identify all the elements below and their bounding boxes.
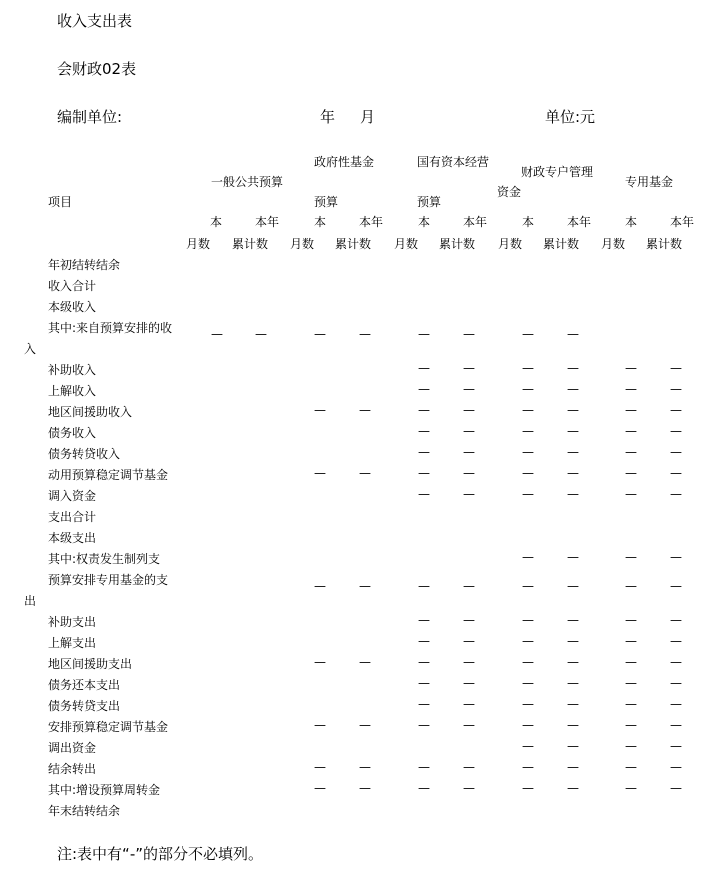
row-label: 调入资金	[48, 489, 97, 503]
subheader-month-top: 本	[418, 215, 431, 229]
not-applicable-dash: —	[567, 327, 579, 341]
row-label: 债务转贷收入	[48, 447, 121, 461]
not-applicable-dash: —	[463, 697, 475, 711]
not-applicable-dash: —	[625, 445, 637, 459]
not-applicable-dash: —	[625, 466, 637, 480]
row-label: 地区间援助支出	[48, 657, 133, 671]
not-applicable-dash: —	[567, 655, 579, 669]
not-applicable-dash: —	[567, 718, 579, 732]
row-label: 债务收入	[48, 426, 97, 440]
not-applicable-dash: —	[670, 739, 682, 753]
not-applicable-dash: —	[567, 382, 579, 396]
not-applicable-dash: —	[625, 487, 637, 501]
not-applicable-dash: —	[670, 361, 682, 375]
not-applicable-dash: —	[567, 739, 579, 753]
not-applicable-dash: —	[359, 466, 371, 480]
not-applicable-dash: —	[625, 613, 637, 627]
not-applicable-dash: —	[625, 718, 637, 732]
row-label: 其中:权责发生制列支	[48, 552, 161, 566]
not-applicable-dash: —	[567, 579, 579, 593]
not-applicable-dash: —	[670, 424, 682, 438]
not-applicable-dash: —	[314, 579, 326, 593]
not-applicable-dash: —	[418, 718, 430, 732]
subheader-year-bottom: 累计数	[646, 237, 683, 251]
not-applicable-dash: —	[670, 718, 682, 732]
row-label: 预算安排专用基金的支	[48, 573, 169, 587]
not-applicable-dash: —	[463, 327, 475, 341]
not-applicable-dash: —	[463, 760, 475, 774]
not-applicable-dash: —	[359, 718, 371, 732]
not-applicable-dash: —	[670, 781, 682, 795]
not-applicable-dash: —	[670, 487, 682, 501]
not-applicable-dash: —	[418, 613, 430, 627]
not-applicable-dash: —	[567, 466, 579, 480]
group-header-special-account-line2: 资金	[497, 185, 522, 199]
not-applicable-dash: —	[522, 382, 534, 396]
not-applicable-dash: —	[625, 634, 637, 648]
not-applicable-dash: —	[625, 424, 637, 438]
row-label: 动用预算稳定调节基金	[48, 468, 169, 482]
row-label: 上解收入	[48, 384, 97, 398]
not-applicable-dash: —	[670, 760, 682, 774]
not-applicable-dash: —	[567, 445, 579, 459]
subheader-year-top: 本年	[255, 215, 280, 229]
subheader-month-top: 本	[522, 215, 535, 229]
not-applicable-dash: —	[625, 550, 637, 564]
row-label: 其中:来自预算安排的收	[48, 321, 173, 335]
not-applicable-dash: —	[359, 781, 371, 795]
report-title: 收入支出表	[57, 12, 133, 30]
not-applicable-dash: —	[359, 760, 371, 774]
not-applicable-dash: —	[314, 403, 326, 417]
not-applicable-dash: —	[463, 403, 475, 417]
subheader-year-top: 本年	[670, 215, 695, 229]
group-header-general-budget: 一般公共预算	[211, 175, 284, 189]
not-applicable-dash: —	[463, 445, 475, 459]
subheader-year-bottom: 累计数	[543, 237, 580, 251]
not-applicable-dash: —	[418, 466, 430, 480]
subheader-year-top: 本年	[359, 215, 384, 229]
not-applicable-dash: —	[670, 697, 682, 711]
not-applicable-dash: —	[418, 634, 430, 648]
not-applicable-dash: —	[463, 487, 475, 501]
not-applicable-dash: —	[418, 382, 430, 396]
not-applicable-dash: —	[522, 760, 534, 774]
subheader-month-top: 本	[314, 215, 327, 229]
not-applicable-dash: —	[670, 550, 682, 564]
not-applicable-dash: —	[463, 781, 475, 795]
not-applicable-dash: —	[314, 781, 326, 795]
not-applicable-dash: —	[625, 579, 637, 593]
not-applicable-dash: —	[522, 403, 534, 417]
not-applicable-dash: —	[625, 760, 637, 774]
not-applicable-dash: —	[567, 550, 579, 564]
not-applicable-dash: —	[522, 634, 534, 648]
not-applicable-dash: —	[463, 634, 475, 648]
not-applicable-dash: —	[463, 382, 475, 396]
not-applicable-dash: —	[314, 655, 326, 669]
month-label: 月	[360, 108, 376, 126]
not-applicable-dash: —	[314, 760, 326, 774]
not-applicable-dash: —	[567, 403, 579, 417]
not-applicable-dash: —	[522, 676, 534, 690]
not-applicable-dash: —	[463, 676, 475, 690]
not-applicable-dash: —	[359, 403, 371, 417]
not-applicable-dash: —	[522, 466, 534, 480]
not-applicable-dash: —	[314, 327, 326, 341]
not-applicable-dash: —	[418, 424, 430, 438]
not-applicable-dash: —	[522, 579, 534, 593]
not-applicable-dash: —	[463, 424, 475, 438]
not-applicable-dash: —	[463, 466, 475, 480]
not-applicable-dash: —	[418, 487, 430, 501]
not-applicable-dash: —	[359, 327, 371, 341]
not-applicable-dash: —	[463, 655, 475, 669]
not-applicable-dash: —	[625, 382, 637, 396]
not-applicable-dash: —	[670, 676, 682, 690]
not-applicable-dash: —	[670, 382, 682, 396]
subheader-year-bottom: 累计数	[232, 237, 269, 251]
not-applicable-dash: —	[567, 676, 579, 690]
not-applicable-dash: —	[625, 361, 637, 375]
not-applicable-dash: —	[522, 655, 534, 669]
row-label: 支出合计	[48, 510, 97, 524]
not-applicable-dash: —	[211, 327, 223, 341]
not-applicable-dash: —	[522, 424, 534, 438]
subheader-month-bottom: 月数	[394, 237, 419, 251]
row-label: 债务还本支出	[48, 678, 121, 692]
row-label: 本级支出	[48, 531, 97, 545]
not-applicable-dash: —	[418, 579, 430, 593]
not-applicable-dash: —	[567, 781, 579, 795]
not-applicable-dash: —	[463, 361, 475, 375]
year-label: 年	[320, 108, 336, 126]
footnote: 注:表中有“-”的部分不必填列。	[57, 845, 264, 863]
not-applicable-dash: —	[522, 327, 534, 341]
row-label: 结余转出	[48, 762, 97, 776]
report-code: 会财政02表	[57, 60, 137, 78]
not-applicable-dash: —	[625, 697, 637, 711]
not-applicable-dash: —	[670, 655, 682, 669]
not-applicable-dash: —	[359, 655, 371, 669]
compiling-unit-label: 编制单位:	[57, 108, 123, 126]
not-applicable-dash: —	[670, 445, 682, 459]
not-applicable-dash: —	[463, 613, 475, 627]
row-label: 安排预算稳定调节基金	[48, 720, 169, 734]
item-column-header: 项目	[48, 195, 73, 209]
not-applicable-dash: —	[418, 327, 430, 341]
group-header-special-fund: 专用基金	[625, 175, 674, 189]
not-applicable-dash: —	[670, 403, 682, 417]
not-applicable-dash: —	[567, 760, 579, 774]
not-applicable-dash: —	[567, 361, 579, 375]
not-applicable-dash: —	[255, 327, 267, 341]
subheader-year-bottom: 累计数	[335, 237, 372, 251]
not-applicable-dash: —	[522, 739, 534, 753]
subheader-month-bottom: 月数	[601, 237, 626, 251]
currency-unit-label: 单位:元	[545, 108, 596, 126]
not-applicable-dash: —	[567, 613, 579, 627]
not-applicable-dash: —	[625, 739, 637, 753]
not-applicable-dash: —	[418, 781, 430, 795]
row-label: 补助支出	[48, 615, 97, 629]
not-applicable-dash: —	[522, 550, 534, 564]
not-applicable-dash: —	[625, 403, 637, 417]
not-applicable-dash: —	[670, 466, 682, 480]
not-applicable-dash: —	[463, 579, 475, 593]
row-label-wrap: 出	[24, 594, 37, 608]
not-applicable-dash: —	[418, 697, 430, 711]
not-applicable-dash: —	[418, 445, 430, 459]
row-label: 地区间援助收入	[48, 405, 133, 419]
subheader-month-top: 本	[210, 215, 223, 229]
not-applicable-dash: —	[567, 424, 579, 438]
row-label: 年初结转结余	[48, 258, 121, 272]
not-applicable-dash: —	[625, 781, 637, 795]
not-applicable-dash: —	[314, 718, 326, 732]
group-header-state-capital-line1: 国有资本经营	[417, 155, 490, 169]
row-label: 调出资金	[48, 741, 97, 755]
not-applicable-dash: —	[418, 655, 430, 669]
not-applicable-dash: —	[418, 403, 430, 417]
not-applicable-dash: —	[522, 487, 534, 501]
not-applicable-dash: —	[567, 634, 579, 648]
row-label-wrap: 入	[24, 342, 37, 356]
not-applicable-dash: —	[567, 697, 579, 711]
not-applicable-dash: —	[522, 697, 534, 711]
not-applicable-dash: —	[418, 361, 430, 375]
not-applicable-dash: —	[670, 579, 682, 593]
subheader-year-top: 本年	[567, 215, 592, 229]
not-applicable-dash: —	[418, 676, 430, 690]
row-label: 收入合计	[48, 279, 97, 293]
not-applicable-dash: —	[522, 613, 534, 627]
not-applicable-dash: —	[670, 613, 682, 627]
row-label: 年末结转结余	[48, 804, 121, 818]
not-applicable-dash: —	[522, 718, 534, 732]
not-applicable-dash: —	[567, 487, 579, 501]
not-applicable-dash: —	[625, 676, 637, 690]
row-label: 补助收入	[48, 363, 97, 377]
not-applicable-dash: —	[418, 760, 430, 774]
not-applicable-dash: —	[522, 361, 534, 375]
group-header-gov-fund-line2: 预算	[314, 195, 339, 209]
row-label: 其中:增设预算周转金	[48, 783, 161, 797]
row-label: 本级收入	[48, 300, 97, 314]
subheader-year-top: 本年	[463, 215, 488, 229]
subheader-month-bottom: 月数	[290, 237, 315, 251]
row-label: 上解支出	[48, 636, 97, 650]
subheader-month-bottom: 月数	[186, 237, 211, 251]
not-applicable-dash: —	[314, 466, 326, 480]
not-applicable-dash: —	[359, 579, 371, 593]
subheader-month-bottom: 月数	[498, 237, 523, 251]
not-applicable-dash: —	[625, 655, 637, 669]
not-applicable-dash: —	[670, 634, 682, 648]
not-applicable-dash: —	[522, 445, 534, 459]
row-label: 债务转贷支出	[48, 699, 121, 713]
subheader-month-top: 本	[625, 215, 638, 229]
group-header-gov-fund-line1: 政府性基金	[314, 155, 375, 169]
group-header-state-capital-line2: 预算	[417, 195, 442, 209]
subheader-year-bottom: 累计数	[439, 237, 476, 251]
group-header-special-account-line1: 财政专户管理	[521, 165, 594, 179]
not-applicable-dash: —	[463, 718, 475, 732]
not-applicable-dash: —	[522, 781, 534, 795]
